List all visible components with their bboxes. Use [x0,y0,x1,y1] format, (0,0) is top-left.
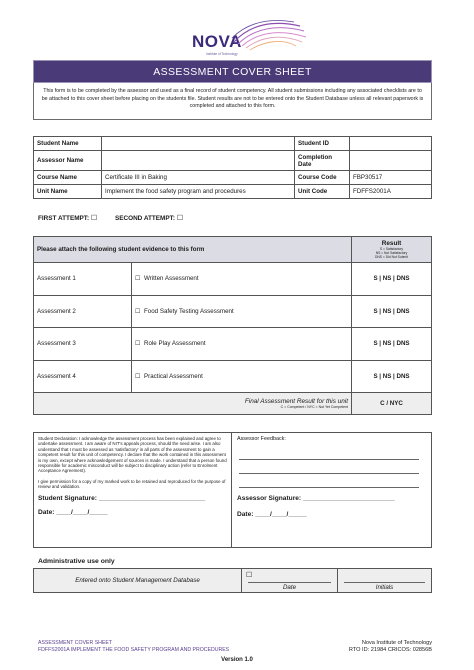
admin-date-line [248,582,331,583]
second-attempt-label: SECOND ATTEMPT: [114,215,175,222]
assessment-4-label: Assessment 4 [34,360,132,393]
student-name-label: Student Name [34,137,102,151]
completion-date-field[interactable] [350,151,432,171]
assessment-1-result[interactable]: S | NS | DNS [352,263,432,296]
footer-rto: RTO ID: 21984 CRICOS: 02856B [348,647,432,653]
result-header [352,237,432,263]
checkbox-icon[interactable]: ☐ [135,307,141,315]
table-row [34,295,432,328]
assessor-feedback-label: Assessor Feedback: [237,436,286,442]
final-result-label-cell [34,393,352,415]
evidence-table [33,236,432,415]
assessment-3-label: Assessment 3 [34,328,132,361]
final-result-key: C = Competent / NYC = Not Yet Competent [280,405,348,409]
checkbox-icon[interactable]: ☐ [135,340,141,348]
assessment-2-task[interactable] [132,295,352,328]
assessment-2-result[interactable]: S | NS | DNS [352,295,432,328]
checkbox-icon[interactable]: ☐ [135,372,141,380]
result-key-s: S = Satisfactory [379,247,404,251]
course-name-value: Certificate III in Baking [102,171,295,185]
assessment-1-task-label: Written Assessment [144,275,199,283]
final-result-value[interactable]: C / NYC [352,393,432,415]
admin-initials-cell[interactable] [338,569,432,593]
completion-date-label: Completion Date [295,151,350,171]
unit-name-value: Implement the food safety program and procedures [102,185,295,199]
table-row [34,360,432,393]
student-name-field[interactable] [102,137,295,151]
checkbox-icon[interactable]: ☐ [135,275,141,283]
page-title: ASSESSMENT COVER SHEET [153,66,312,78]
checkbox-icon[interactable]: ☐ [246,572,253,579]
student-signature-field[interactable]: Student Signature: _____________________________ [38,494,206,502]
logo-tagline: Institute of Technology [206,52,238,56]
first-attempt-checkbox[interactable]: ☐ [90,215,98,222]
feedback-line[interactable] [239,473,419,474]
footer-institute: Nova Institute of Technology [361,640,432,646]
assessment-3-result[interactable]: S | NS | DNS [352,328,432,361]
assessment-1-label: Assessment 1 [34,263,132,296]
logo-swirl-icon [230,20,312,54]
admin-date-cell[interactable] [242,569,338,593]
admin-initials-label: Initials [375,584,394,591]
footer-right [349,640,432,654]
student-id-field[interactable] [350,137,432,151]
nova-logo [192,20,312,56]
result-key-dns: DNS = Did Not Submit [375,255,408,259]
assessment-3-task[interactable] [132,328,352,361]
footer-unit: FDFFS2001A IMPLEMENT THE FOOD SAFETY PROGRAM AND PROCEDURES [38,647,230,653]
assessment-4-task-label: Practical Assessment [144,372,203,380]
permission-text: I give permission for a copy of my marked work to be retained and reproduced for the purpose of review and validation. [38,478,226,490]
result-key-ns: NS = Not Satisfactory [375,251,408,255]
title-banner [33,60,432,83]
assessor-date-field[interactable]: Date: ____/____/_____ [237,511,307,518]
declaration-section [33,432,432,548]
entered-database-label: Entered onto Student Management Database [34,569,242,593]
second-attempt-checkbox[interactable]: ☐ [176,215,184,222]
assessment-4-result[interactable]: S | NS | DNS [352,360,432,393]
final-result-label: Final Assessment Result for this unit [244,398,348,405]
course-code-label: Course Code [295,171,350,185]
assessment-4-task[interactable] [132,360,352,393]
student-declaration [34,433,232,547]
admin-date-label: Date [282,584,297,591]
feedback-line[interactable] [239,459,419,460]
student-id-label: Student ID [295,137,350,151]
unit-name-label: Unit Name [34,185,102,199]
unit-code-value: FDFFS2001A [350,185,432,199]
evidence-header: Please attach the following student evidence to this form [34,237,352,263]
assessment-2-task-label: Food Safety Testing Assessment [144,307,234,315]
assessment-3-task-label: Role Play Assessment [144,340,206,348]
admin-title: Administrative use only [38,558,115,565]
admin-table [33,568,432,593]
declaration-text: Student Declaration: I acknowledge the assessment process has been explained and agree to undertake assessment. I am aware of NIT's appeals process, should the need arise. I am also understand that I must be assessed as 'satisfactory' in all parts of the assessment to gain a competent result for this unit of competency. I declare that the work contained in this assessment is my own, except where acknowledgement of sources is made. I understand that a person found responsible for academic misconduct will be subject to disciplinary action (refer to Enrolment Acceptance Agreement). [38,436,227,474]
assessment-1-task[interactable] [132,263,352,296]
admin-initials-line [344,582,425,583]
course-code-value: FBP30517 [350,171,432,185]
footer-doc-title: ASSESSMENT COVER SHEET [38,640,112,646]
first-attempt-label: FIRST ATTEMPT: [38,215,90,222]
footer-left [38,640,229,654]
feedback-line[interactable] [239,487,419,488]
unit-code-label: Unit Code [295,185,350,199]
logo-wordmark: NOVA [192,32,242,51]
assessment-2-label: Assessment 2 [34,295,132,328]
assessor-name-label: Assessor Name [34,151,102,171]
assessor-signature-field[interactable]: Assessor Signature: _________________________ [237,495,395,502]
attempt-selector [38,214,183,222]
intro-text: This form is to be completed by the assessor and used as a final record of student competency. All student submissions including any associated checklists are to be attached to this cover sheet before placing on the students file. Student results are not to be entered onto the Student Database unless all relevant paperwork is completed and attached to this form. [33,83,432,120]
table-row [34,263,432,296]
result-title: Result [381,240,402,247]
assessor-feedback [233,433,431,547]
footer-version: Version 1.0 [221,657,253,663]
table-row [34,328,432,361]
student-date-field[interactable]: Date: ____/____/_____ [38,508,108,516]
student-info-table [33,136,432,199]
assessor-name-field[interactable] [102,151,295,171]
course-name-label: Course Name [34,171,102,185]
